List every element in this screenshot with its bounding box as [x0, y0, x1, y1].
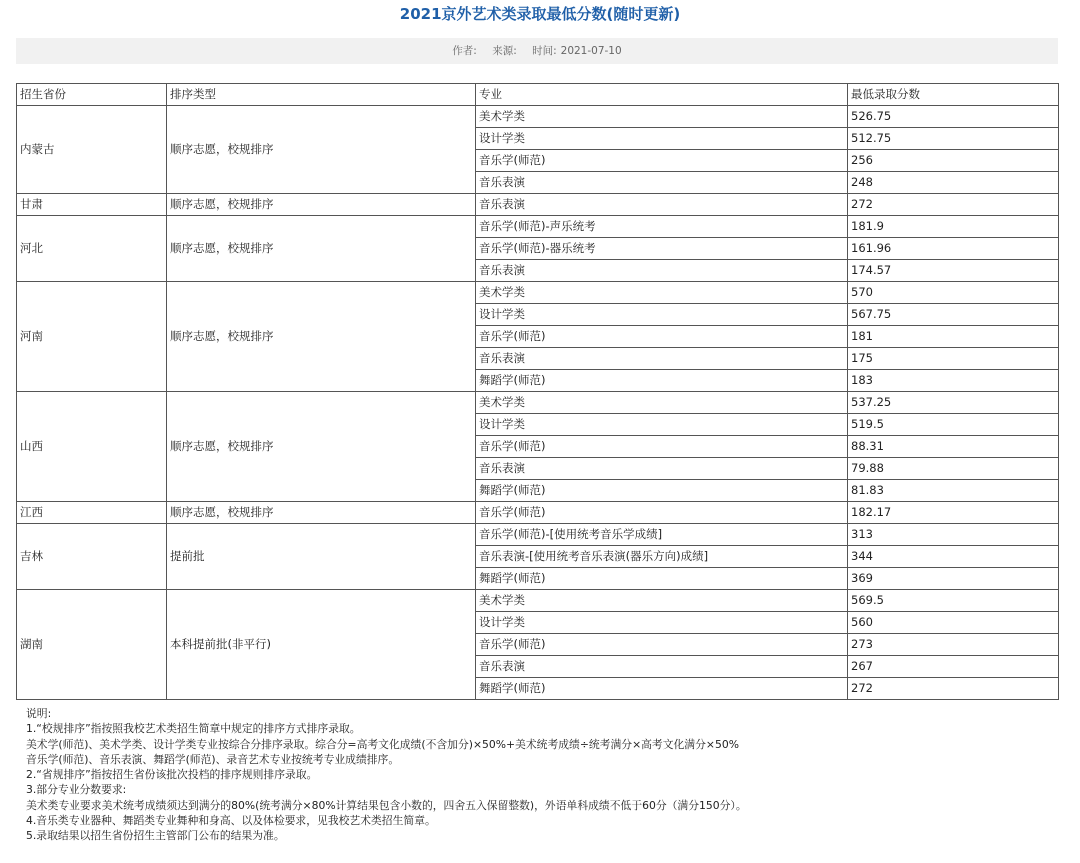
note-line: 5.录取结果以招生省份招生主管部门公布的结果为准。 [26, 829, 285, 843]
time-label: 时间: [532, 45, 557, 57]
province-cell: 湖南 [17, 590, 167, 700]
score-cell: 567.75 [848, 304, 1059, 326]
header-sort-type: 排序类型 [167, 84, 476, 106]
major-cell: 设计学类 [476, 612, 848, 634]
major-cell: 音乐表演-[使用统考音乐表演(器乐方向)成绩] [476, 546, 848, 568]
major-cell: 美术学类 [476, 392, 848, 414]
table-row [17, 194, 1059, 216]
sort-type-cell: 顺序志愿，校规排序 [167, 392, 476, 502]
score-cell: 313 [848, 524, 1059, 546]
header-major: 专业 [476, 84, 848, 106]
score-cell: 256 [848, 150, 1059, 172]
table-row [17, 392, 1059, 414]
major-cell: 音乐学(师范)-[使用统考音乐学成绩] [476, 524, 848, 546]
score-cell: 560 [848, 612, 1059, 634]
source-label: 来源: [492, 45, 517, 57]
score-cell: 569.5 [848, 590, 1059, 612]
sort-type-cell: 顺序志愿，校规排序 [167, 216, 476, 282]
major-cell: 美术学类 [476, 590, 848, 612]
major-cell: 音乐学(师范) [476, 326, 848, 348]
major-cell: 音乐表演 [476, 260, 848, 282]
score-cell: 181 [848, 326, 1059, 348]
major-cell: 舞蹈学(师范) [476, 480, 848, 502]
score-cell: 344 [848, 546, 1059, 568]
score-cell: 181.9 [848, 216, 1059, 238]
major-cell: 音乐学(师范) [476, 150, 848, 172]
score-cell: 88.31 [848, 436, 1059, 458]
major-cell: 设计学类 [476, 128, 848, 150]
score-cell: 272 [848, 678, 1059, 700]
major-cell: 音乐学(师范) [476, 436, 848, 458]
major-cell: 舞蹈学(师范) [476, 370, 848, 392]
major-cell: 音乐表演 [476, 656, 848, 678]
table-body [17, 106, 1059, 700]
header-province: 招生省份 [17, 84, 167, 106]
note-line: 3.部分专业分数要求: [26, 783, 127, 797]
score-cell: 512.75 [848, 128, 1059, 150]
note-line: 1.“校规排序”指按照我校艺术类招生简章中规定的排序方式排序录取。 [26, 722, 361, 736]
score-cell: 79.88 [848, 458, 1059, 480]
table-row [17, 216, 1059, 238]
sort-type-cell: 顺序志愿，校规排序 [167, 502, 476, 524]
major-cell: 音乐学(师范) [476, 634, 848, 656]
major-cell: 舞蹈学(师范) [476, 568, 848, 590]
major-cell: 音乐学(师范)-声乐统考 [476, 216, 848, 238]
province-cell: 内蒙古 [17, 106, 167, 194]
table-row [17, 502, 1059, 524]
score-cell: 267 [848, 656, 1059, 678]
major-cell: 舞蹈学(师范) [476, 678, 848, 700]
major-cell: 美术学类 [476, 106, 848, 128]
province-cell: 吉林 [17, 524, 167, 590]
score-cell: 273 [848, 634, 1059, 656]
score-cell: 526.75 [848, 106, 1059, 128]
table-header-row [17, 84, 1059, 106]
publish-date [532, 45, 622, 57]
province-cell: 甘肃 [17, 194, 167, 216]
score-cell: 161.96 [848, 238, 1059, 260]
note-line: 音乐学(师范)、音乐表演、舞蹈学(师范)、录音艺术专业按统考专业成绩排序。 [26, 752, 400, 766]
table-row [17, 590, 1059, 612]
major-cell: 音乐学(师范) [476, 502, 848, 524]
note-line: 4.音乐类专业器种、舞蹈类专业舞种和身高、以及体检要求，见我校艺术类招生简章。 [26, 814, 436, 828]
admission-scores-table [16, 83, 1059, 700]
major-cell: 设计学类 [476, 414, 848, 436]
major-cell: 美术学类 [476, 282, 848, 304]
province-cell: 江西 [17, 502, 167, 524]
table-row [17, 106, 1059, 128]
province-cell: 山西 [17, 392, 167, 502]
score-cell: 519.5 [848, 414, 1059, 436]
province-cell: 河南 [17, 282, 167, 392]
sort-type-cell: 提前批 [167, 524, 476, 590]
major-cell: 音乐学(师范)-器乐统考 [476, 238, 848, 260]
date-value: 2021-07-10 [560, 45, 622, 57]
note-line: 2.“省规排序”指按招生省份该批次投档的排序规则排序录取。 [26, 768, 318, 782]
notes-heading: 说明: [26, 707, 52, 720]
score-cell: 537.25 [848, 392, 1059, 414]
score-cell: 248 [848, 172, 1059, 194]
note-line: 美术学(师范)、美术学类、设计学类专业按综合分排序录取。综合分=高考文化成绩(不含加分)×50%+美术统考成绩÷统考满分×高考文化满分×50% [26, 737, 739, 751]
score-cell: 175 [848, 348, 1059, 370]
province-cell: 河北 [17, 216, 167, 282]
notes-section [26, 706, 1066, 844]
major-cell: 设计学类 [476, 304, 848, 326]
header-min-score: 最低录取分数 [848, 84, 1059, 106]
score-cell: 369 [848, 568, 1059, 590]
score-cell: 182.17 [848, 502, 1059, 524]
major-cell: 音乐表演 [476, 458, 848, 480]
sort-type-cell: 顺序志愿，校规排序 [167, 194, 476, 216]
sort-type-cell: 顺序志愿，校规排序 [167, 282, 476, 392]
sort-type-cell: 本科提前批(非平行) [167, 590, 476, 700]
table-row [17, 282, 1059, 304]
table-row [17, 524, 1059, 546]
score-cell: 570 [848, 282, 1059, 304]
score-cell: 174.57 [848, 260, 1059, 282]
sort-type-cell: 顺序志愿，校规排序 [167, 106, 476, 194]
major-cell: 音乐表演 [476, 172, 848, 194]
page-title: 2021京外艺术类录取最低分数(随时更新) [399, 5, 681, 23]
author-label: 作者: [452, 45, 477, 57]
article-meta [16, 38, 1058, 64]
score-cell: 81.83 [848, 480, 1059, 502]
note-line: 美术类专业要求美术统考成绩须达到满分的80%(统考满分×80%计算结果包含小数的，四舍五入保留整数)，外语单科成绩不低于60分（满分150分）。 [26, 798, 747, 812]
score-cell: 183 [848, 370, 1059, 392]
major-cell: 音乐表演 [476, 348, 848, 370]
major-cell: 音乐表演 [476, 194, 848, 216]
score-cell: 272 [848, 194, 1059, 216]
